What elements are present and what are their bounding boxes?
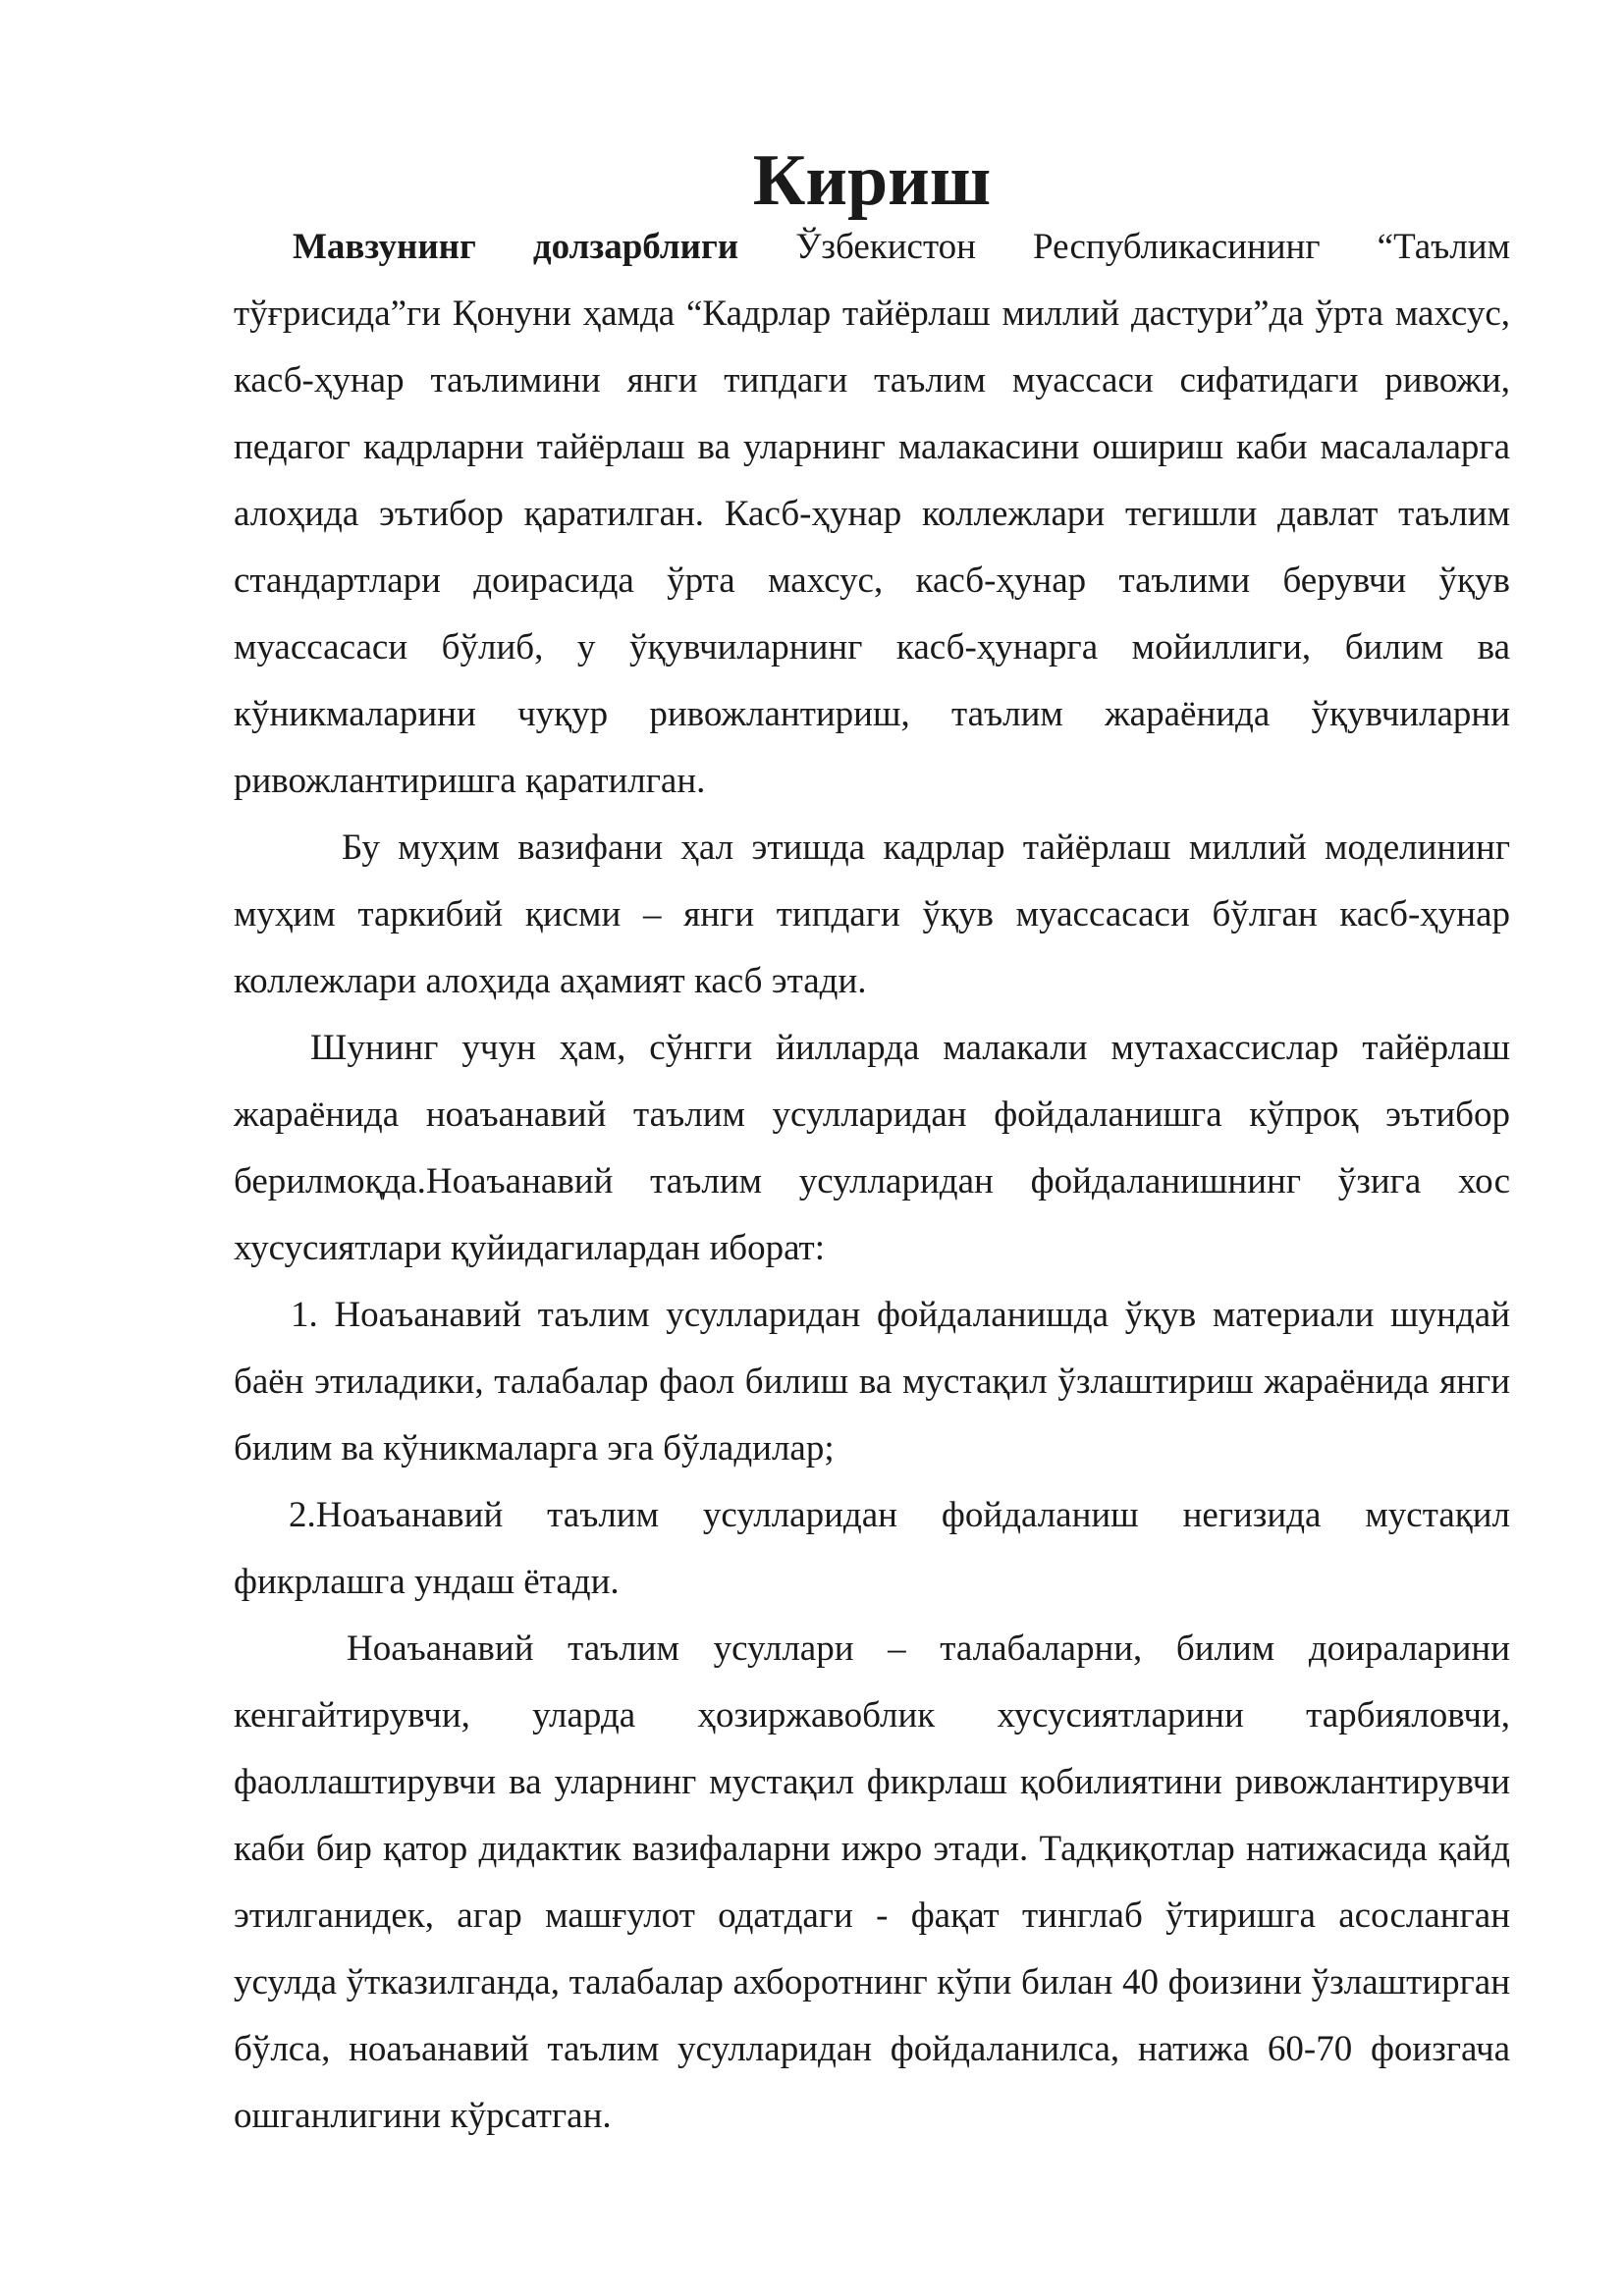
paragraph-conclusion: Ноаъанавий таълим усуллари – талабаларни, билим доираларини кенгайтирувчи, уларда ҳозиржавоблик хусусиятларини тарбияловчи, фаоллаштирувчи ва уларнинг мустақил фикрлаш қобилиятини ривожлантирувчи каби бир қатор дидактик вазифаларни ижро этади. Тадқиқотлар натижасида қайд этилганидек, агар машғулот одатдаги - фақат тинглаб ўтиришга асосланган усулда ўтказилганда, талабалар ахборотнинг кўпи билан 40 фоизини ўзлаштирган бўлса, ноаъанавий таълим усулларидан фойдаланилса, натижа 60-70 фоизгача ошганлигини кўрсатган. (234, 1629, 1510, 2136)
list-item-2: 2.Ноаъанавий таълим усулларидан фойдаланиш негизида мустақил фикрлашга ундаш ётади. (234, 1495, 1510, 1602)
paragraph-nontraditional-methods: Шунинг учун ҳам, сўнгги йилларда малакали мутахассислар тайёрлаш жараёнида ноаъанавий таълим усулларидан фойдаланишга кўпроқ эътибор берилмоқда.Ноаъанавий таълим усулларидан фойдаланишнинг ўзига хос хусусиятлари қуйидагилардан иборат: (234, 1028, 1510, 1268)
paragraph-lead: Мавзунинг долзарблиги (293, 227, 739, 267)
document-page (234, 140, 1510, 2150)
paragraph-task: Бу муҳим вазифани ҳал этишда кадрлар тайёрлаш миллий моделининг муҳим таркибий қисми – янги типдаги ўқув муассасаси бўлган касб-ҳунар коллежлари алоҳида аҳамият касб этади. (234, 828, 1510, 1001)
page-title: Кириш (752, 140, 992, 221)
list-item-1: 1. Ноаъанавий таълим усулларидан фойдаланишда ўқув материали шундай баён этиладики, талабалар фаол билиш ва мустақил ўзлаштириш жараёнида янги билим ва кўникмаларга эга бўладилар; (234, 1295, 1510, 1468)
paragraph-relevance (234, 214, 1510, 815)
paragraph-text: Ўзбекистон Республикасининг “Таълим тўғрисида”ги Қонуни ҳамда “Кадрлар тайёрлаш миллий дастури”да ўрта махсус, касб-ҳунар таълимини янги типдаги таълим муассаси сифатидаги ривожи, педагог кадрларни тайёрлаш ва уларнинг малакасини ошириш каби масалаларга алоҳида эътибор қаратилган. Касб-ҳунар коллежлари тегишли давлат таълим стандартлари доирасида ўрта махсус, касб-ҳунар таълими берувчи ўқув муассасаси бўлиб, у ўқувчиларнинг касб-ҳунарга мойиллиги, билим ва кўникмаларини чуқур ривожлантириш, таълим жараёнида ўқувчиларни ривожлантиришга қаратилган. (234, 227, 1510, 801)
